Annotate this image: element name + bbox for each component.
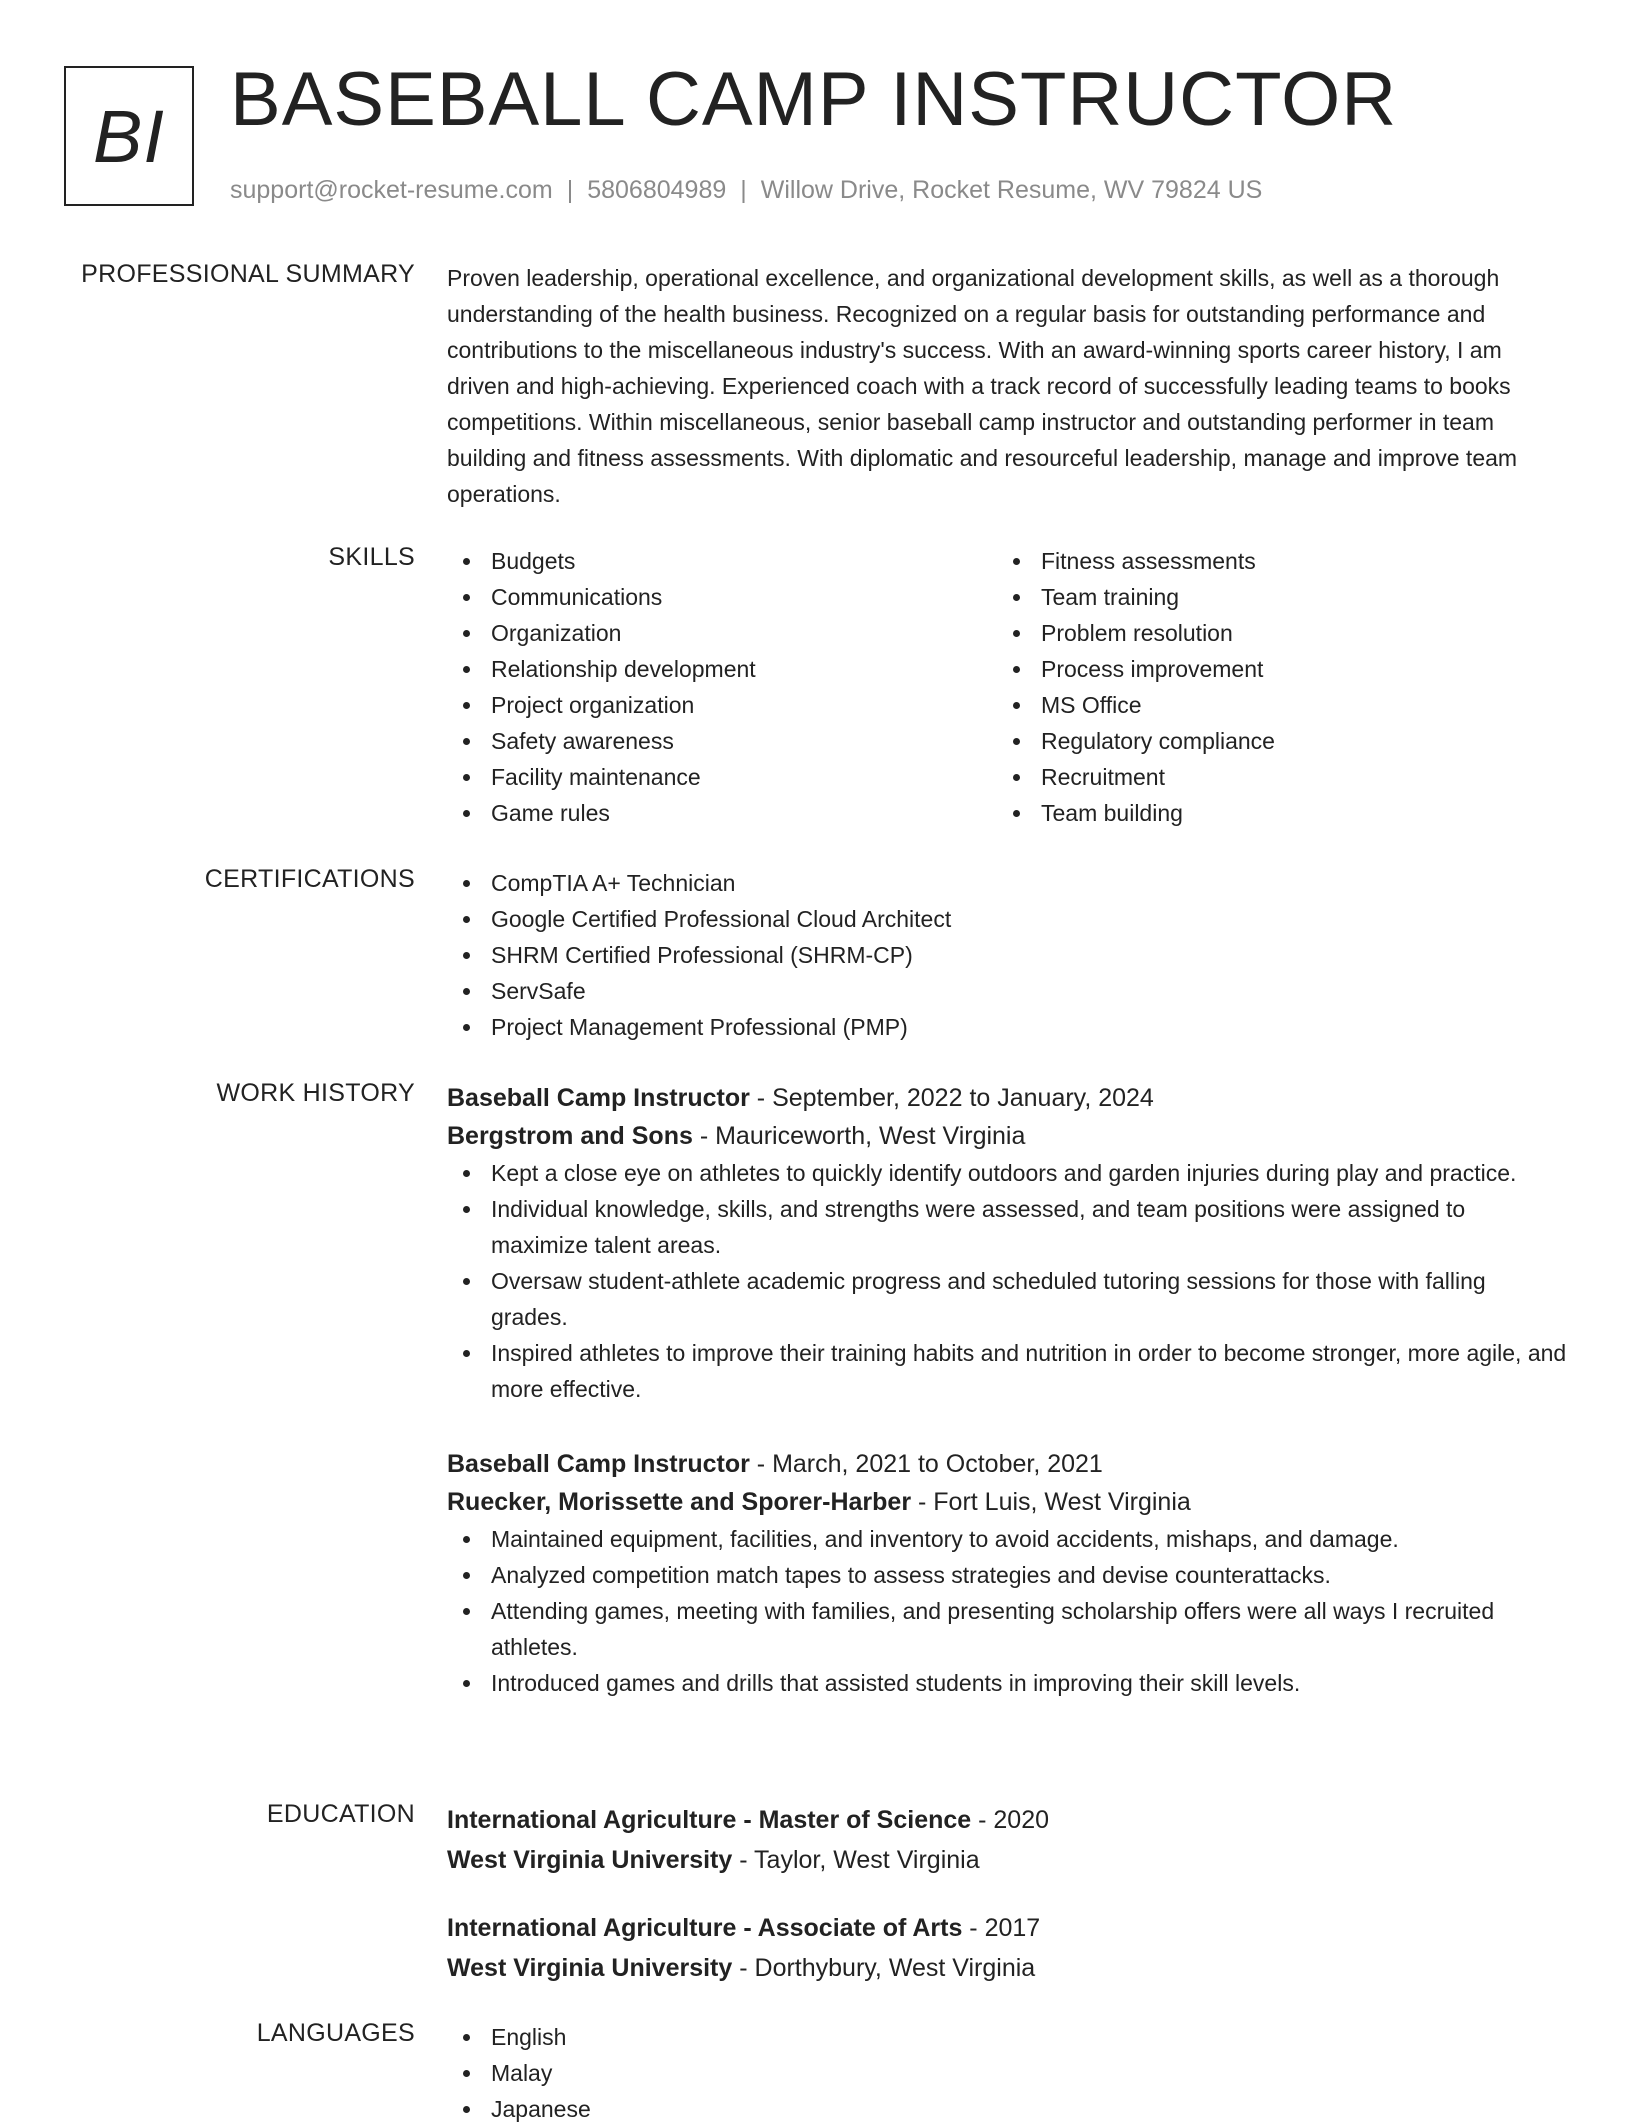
list-item: Budgets <box>447 543 997 579</box>
job-company-line <box>447 1483 1567 1521</box>
list-item: Google Certified Professional Cloud Architect <box>447 901 1567 937</box>
job-dates: - September, 2022 to January, 2024 <box>749 1084 1154 1112</box>
job-role: Baseball Camp Instructor <box>447 1084 750 1112</box>
job-company-line <box>447 1117 1567 1155</box>
degree-year: - 2017 <box>962 1914 1041 1942</box>
school-location: - Taylor, West Virginia <box>732 1846 980 1874</box>
list-item: Organization <box>447 615 997 651</box>
list-item: Fitness assessments <box>997 543 1547 579</box>
summary-text: Proven leadership, operational excellence, and organizational development skills, as well as a thorough understanding of the health business. Recognized on a regular basis for outstanding performance and contributions to the miscellaneous industry's success. With an award-winning sports career history, I am driven and high-achieving. Experienced coach with a track record of successfully leading teams to books competitions. Within miscellaneous, senior baseball camp instructor and outstanding performer in team building and fitness assessments. With diplomatic and resourceful leadership, manage and improve team operations. <box>447 265 1518 507</box>
degree-name: International Agriculture - Associate of Arts <box>447 1914 963 1942</box>
list-item: Attending games, meeting with families, and presenting scholarship offers were all ways I recruited athletes. <box>447 1593 1567 1665</box>
list-item: Maintained equipment, facilities, and inventory to avoid accidents, mishaps, and damage. <box>447 1521 1567 1557</box>
degree-name: International Agriculture - Master of Science <box>447 1806 972 1834</box>
list-item: Problem resolution <box>997 615 1547 651</box>
list-item: Regulatory compliance <box>997 723 1547 759</box>
school-line <box>447 1948 1567 1988</box>
job-location: - Mauriceworth, West Virginia <box>692 1122 1026 1150</box>
separator: | <box>740 176 747 204</box>
list-item: Game rules <box>447 795 997 831</box>
list-item: Process improvement <box>997 651 1547 687</box>
languages-body <box>447 2019 1567 2127</box>
list-item: Project organization <box>447 687 997 723</box>
list-item: Safety awareness <box>447 723 997 759</box>
job-title-line <box>447 1079 1567 1117</box>
job-company: Ruecker, Morissette and Sporer-Harber <box>447 1488 912 1516</box>
job-bullets <box>447 1521 1567 1701</box>
list-item: Communications <box>447 579 997 615</box>
section-title: LANGUAGES <box>256 2019 415 2047</box>
contact-line <box>230 176 1262 205</box>
list-item: Team building <box>997 795 1547 831</box>
page-title: BASEBALL CAMP INSTRUCTOR <box>230 57 1398 142</box>
list-item: CompTIA A+ Technician <box>447 865 1567 901</box>
list-item: Individual knowledge, skills, and strengths were assessed, and team positions were assigned to maximize talent areas. <box>447 1191 1567 1263</box>
phone-text: 5806804989 <box>587 176 727 204</box>
job-entry <box>447 1445 1567 1701</box>
school-location: - Dorthybury, West Virginia <box>732 1954 1036 1982</box>
job-title-line <box>447 1445 1567 1483</box>
skills-list-2 <box>997 543 1547 831</box>
degree-line <box>447 1908 1567 1948</box>
separator: | <box>566 176 574 204</box>
school-name: West Virginia University <box>447 1954 733 1982</box>
job-dates: - March, 2021 to October, 2021 <box>749 1450 1103 1478</box>
job-location: - Fort Luis, West Virginia <box>911 1488 1191 1516</box>
list-item: SHRM Certified Professional (SHRM-CP) <box>447 937 1567 973</box>
skills-body <box>447 543 1567 831</box>
job-role: Baseball Camp Instructor <box>447 1450 750 1478</box>
languages-list <box>447 2019 1567 2127</box>
certifications-body <box>447 865 1567 1045</box>
list-item: Japanese <box>447 2091 1567 2127</box>
work-history-body <box>447 1079 1567 1739</box>
email-text: support@rocket-resume.com <box>230 176 553 204</box>
address-text: Willow Drive, Rocket Resume, WV 79824 US <box>760 176 1263 204</box>
list-item: Recruitment <box>997 759 1547 795</box>
education-entry <box>447 1908 1567 1988</box>
list-item: ServSafe <box>447 973 1567 1009</box>
list-item: Project Management Professional (PMP) <box>447 1009 1567 1045</box>
job-entry <box>447 1079 1567 1407</box>
section-title: SKILLS <box>328 543 415 571</box>
list-item: Oversaw student-athlete academic progress and scheduled tutoring sessions for those with falling grades. <box>447 1263 1567 1335</box>
education-entry <box>447 1800 1567 1880</box>
section-title: PROFESSIONAL SUMMARY <box>81 260 415 288</box>
school-name: West Virginia University <box>447 1846 733 1874</box>
degree-line <box>447 1800 1567 1840</box>
list-item: Relationship development <box>447 651 997 687</box>
list-item: Facility maintenance <box>447 759 997 795</box>
list-item: Introduced games and drills that assisted students in improving their skill levels. <box>447 1665 1567 1701</box>
list-item: Malay <box>447 2055 1567 2091</box>
list-item: Kept a close eye on athletes to quickly identify outdoors and garden injuries during play and practice. <box>447 1155 1567 1191</box>
list-item: MS Office <box>997 687 1547 723</box>
monogram-logo: BI <box>64 66 194 206</box>
list-item: Team training <box>997 579 1547 615</box>
certifications-list <box>447 865 1567 1045</box>
school-line <box>447 1840 1567 1880</box>
degree-year: - 2020 <box>971 1806 1050 1834</box>
list-item: English <box>447 2019 1567 2055</box>
section-title: EDUCATION <box>266 1800 415 1828</box>
list-item: Inspired athletes to improve their training habits and nutrition in order to become stronger, more agile, and more effective. <box>447 1335 1567 1407</box>
section-title: WORK HISTORY <box>216 1079 415 1107</box>
summary-body <box>447 260 1567 512</box>
education-body <box>447 1800 1567 2016</box>
list-item: Analyzed competition match tapes to assess strategies and devise counterattacks. <box>447 1557 1567 1593</box>
job-company: Bergstrom and Sons <box>447 1122 693 1150</box>
job-bullets <box>447 1155 1567 1407</box>
section-title: CERTIFICATIONS <box>204 865 415 893</box>
skills-list-1 <box>447 543 997 831</box>
